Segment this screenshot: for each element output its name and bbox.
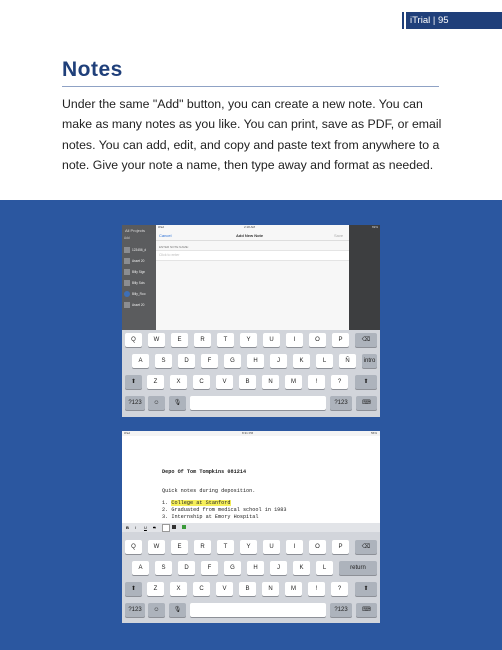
- key-exclaim[interactable]: !: [308, 375, 325, 389]
- delete-key-icon[interactable]: ⌫: [355, 540, 377, 554]
- underline-button[interactable]: U: [144, 525, 147, 530]
- key-l[interactable]: L: [316, 561, 333, 575]
- project-list: [122, 234, 156, 330]
- key-v[interactable]: V: [216, 375, 233, 389]
- key-r[interactable]: R: [194, 540, 211, 554]
- key-u[interactable]: U: [263, 333, 280, 347]
- key-b[interactable]: B: [239, 375, 256, 389]
- key-question[interactable]: ?: [331, 582, 348, 596]
- delete-key-icon[interactable]: ⌫: [355, 333, 377, 347]
- key-p[interactable]: P: [332, 333, 349, 347]
- key-k[interactable]: K: [293, 354, 310, 368]
- key-h[interactable]: H: [247, 561, 264, 575]
- key-t[interactable]: T: [217, 540, 234, 554]
- key-n[interactable]: N: [262, 582, 279, 596]
- italic-button[interactable]: I: [135, 525, 137, 530]
- key-ñ[interactable]: Ñ: [339, 354, 356, 368]
- color-icon[interactable]: [172, 525, 176, 529]
- space-bar[interactable]: [190, 603, 326, 617]
- note-document[interactable]: [122, 436, 380, 523]
- key-s[interactable]: S: [155, 354, 172, 368]
- numbers-key[interactable]: ?123: [125, 396, 145, 410]
- strike-button[interactable]: S: [153, 525, 156, 530]
- key-l[interactable]: L: [316, 354, 333, 368]
- enter-key[interactable]: intro: [362, 354, 377, 368]
- shift-left-icon[interactable]: ⬆: [125, 375, 142, 389]
- list-item[interactable]: Billy Scis: [124, 280, 154, 289]
- key-question[interactable]: ?: [331, 375, 348, 389]
- list-header: Add: [124, 236, 130, 240]
- save-button[interactable]: Save: [334, 233, 344, 238]
- key-m[interactable]: M: [285, 375, 302, 389]
- key-p[interactable]: P: [332, 540, 349, 554]
- key-d[interactable]: D: [178, 354, 195, 368]
- key-g[interactable]: G: [224, 561, 241, 575]
- emoji-icon[interactable]: ☺: [148, 396, 165, 410]
- back-link[interactable]: All Projects: [125, 228, 146, 233]
- key-i[interactable]: I: [286, 540, 303, 554]
- field-label: ENTER NOTE NAME:: [159, 245, 189, 249]
- numbers-key-right[interactable]: ?123: [330, 396, 352, 410]
- list-item[interactable]: Billy Sign: [124, 269, 154, 278]
- format-toolbar: [122, 523, 380, 532]
- key-w[interactable]: W: [148, 333, 165, 347]
- key-m[interactable]: M: [285, 582, 302, 596]
- format-option-icon[interactable]: [162, 524, 170, 532]
- key-h[interactable]: H: [247, 354, 264, 368]
- key-s[interactable]: S: [155, 561, 172, 575]
- microphone-icon[interactable]: 🎙: [169, 396, 186, 410]
- enter-key[interactable]: return: [339, 561, 377, 575]
- list-item[interactable]: Asset 20: [124, 258, 154, 267]
- hide-keyboard-icon[interactable]: ⌨: [356, 603, 377, 617]
- shift-right-icon[interactable]: ⬆: [355, 582, 377, 596]
- key-e[interactable]: E: [171, 333, 188, 347]
- key-a[interactable]: A: [132, 354, 149, 368]
- list-item[interactable]: Asset 20: [124, 302, 154, 311]
- note-line: Quick notes during deposition.: [162, 488, 256, 494]
- keyboard: [122, 537, 380, 623]
- bold-button[interactable]: B: [126, 525, 129, 530]
- list-item[interactable]: Billy_Roo: [124, 291, 154, 300]
- key-b[interactable]: B: [239, 582, 256, 596]
- cancel-button[interactable]: Cancel: [159, 233, 172, 238]
- keyboard: [122, 330, 380, 416]
- key-c[interactable]: C: [193, 375, 210, 389]
- key-r[interactable]: R: [194, 333, 211, 347]
- key-a[interactable]: A: [132, 561, 149, 575]
- key-u[interactable]: U: [263, 540, 280, 554]
- key-j[interactable]: J: [270, 354, 287, 368]
- key-y[interactable]: Y: [240, 333, 257, 347]
- key-x[interactable]: X: [170, 582, 187, 596]
- emoji-icon[interactable]: ☺: [148, 603, 165, 617]
- add-note-screen: [122, 225, 380, 330]
- key-w[interactable]: W: [148, 540, 165, 554]
- list-item[interactable]: 123456_d: [124, 247, 154, 256]
- note-editor-screenshot: [122, 431, 380, 623]
- highlighted-text: College at Stanford: [171, 500, 231, 506]
- key-n[interactable]: N: [262, 375, 279, 389]
- add-note-screenshot: [122, 225, 380, 417]
- key-c[interactable]: C: [193, 582, 210, 596]
- status-bar: iPad 8:31 PM 56%: [122, 431, 380, 436]
- key-z[interactable]: Z: [147, 582, 164, 596]
- key-j[interactable]: J: [270, 561, 287, 575]
- key-o[interactable]: O: [309, 333, 326, 347]
- key-k[interactable]: K: [293, 561, 310, 575]
- key-q[interactable]: Q: [125, 333, 142, 347]
- title-rule: [62, 86, 439, 87]
- shift-left-icon[interactable]: ⬆: [125, 582, 142, 596]
- hide-keyboard-icon[interactable]: ⌨: [356, 396, 377, 410]
- key-o[interactable]: O: [309, 540, 326, 554]
- key-exclaim[interactable]: !: [308, 582, 325, 596]
- key-y[interactable]: Y: [240, 540, 257, 554]
- side-panel: 69%: [349, 225, 380, 330]
- status-bar: iPad 2:18 AM: [156, 225, 349, 230]
- key-d[interactable]: D: [178, 561, 195, 575]
- key-g[interactable]: G: [224, 354, 241, 368]
- page-header-tag: iTrial | 95: [402, 12, 502, 29]
- microphone-icon[interactable]: 🎙: [169, 603, 186, 617]
- numbers-key[interactable]: ?123: [125, 603, 145, 617]
- key-f[interactable]: F: [201, 354, 218, 368]
- modal-header: [156, 230, 349, 241]
- key-x[interactable]: X: [170, 375, 187, 389]
- key-e[interactable]: E: [171, 540, 188, 554]
- add-note-modal: [156, 225, 349, 330]
- modal-title: Add New Note: [236, 233, 264, 238]
- note-title: Depo Of Tom Tompkins 081214: [162, 469, 247, 475]
- body-paragraph: Under the same "Add" button, you can create a new note. You can make as many notes as you like. You can print, save as PDF, or email notes. You can add, edit, and copy and paste text from anywhere to a note. Give your note a name, then type away and format as needed.: [62, 97, 442, 172]
- shift-right-icon[interactable]: ⬆: [355, 375, 377, 389]
- note-name-input[interactable]: Click to enter: [156, 250, 349, 261]
- page-title: Notes: [62, 58, 123, 81]
- highlight-color-icon[interactable]: [182, 525, 186, 529]
- key-z[interactable]: Z: [147, 375, 164, 389]
- key-f[interactable]: F: [201, 561, 218, 575]
- numbers-key-right[interactable]: ?123: [330, 603, 352, 617]
- note-item: 3. Internship at Emory Hospital: [162, 514, 259, 520]
- key-q[interactable]: Q: [125, 540, 142, 554]
- key-v[interactable]: V: [216, 582, 233, 596]
- space-bar[interactable]: [190, 396, 326, 410]
- note-item: 1. College at Stanford: [162, 500, 231, 506]
- note-item: 2. Graduated from medical school in 1983: [162, 507, 287, 513]
- key-i[interactable]: I: [286, 333, 303, 347]
- key-t[interactable]: T: [217, 333, 234, 347]
